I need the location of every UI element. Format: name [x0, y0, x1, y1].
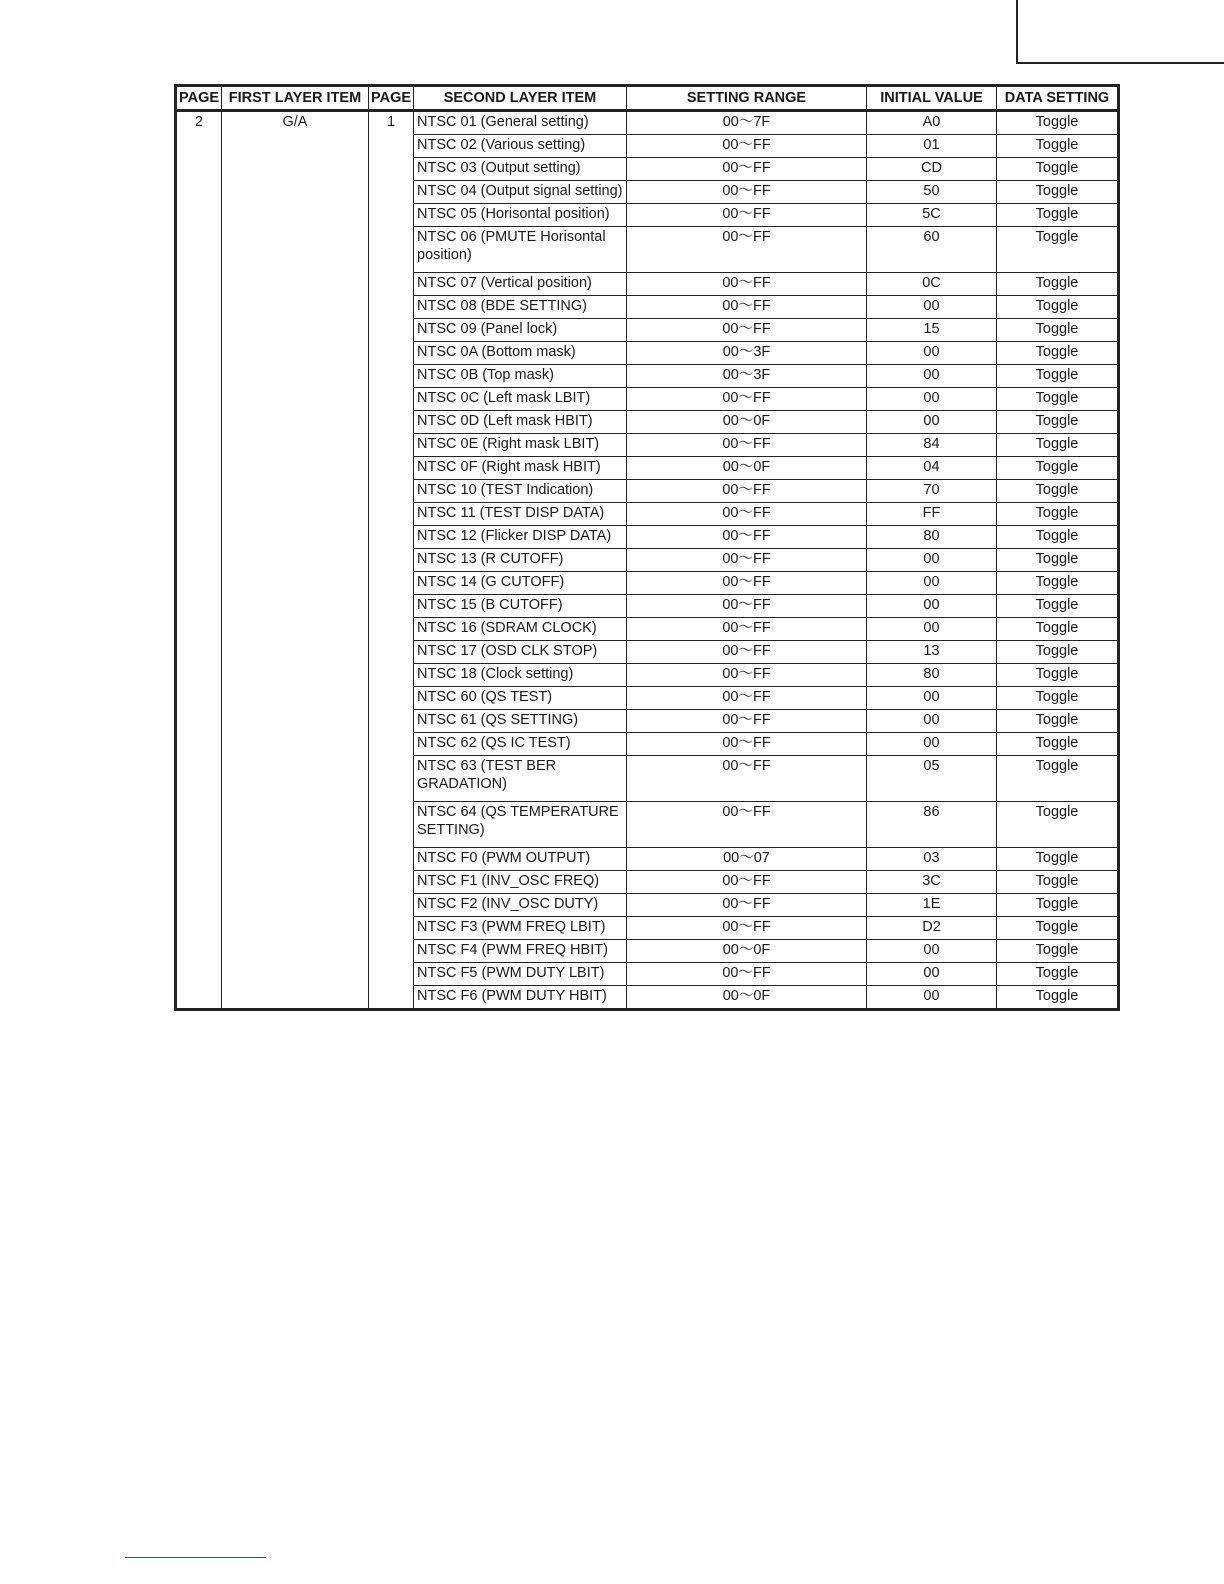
setting-range-cell: 00～FF: [627, 480, 867, 503]
second-layer-item-cell: NTSC 03 (Output setting): [414, 158, 627, 181]
second-layer-item-cell: NTSC F5 (PWM DUTY LBIT): [414, 963, 627, 986]
group-second-page-cell: 1: [369, 111, 414, 1010]
setting-range-cell: 00～3F: [627, 342, 867, 365]
setting-range-cell: 00～FF: [627, 181, 867, 204]
data-setting-cell: Toggle: [997, 871, 1119, 894]
data-setting-cell: Toggle: [997, 595, 1119, 618]
initial-value-cell: 00: [867, 986, 997, 1010]
initial-value-cell: 00: [867, 365, 997, 388]
data-setting-cell: Toggle: [997, 111, 1119, 135]
second-layer-item-cell: NTSC 62 (QS IC TEST): [414, 733, 627, 756]
setting-range-cell: 00～FF: [627, 526, 867, 549]
setting-range-cell: 00～07: [627, 848, 867, 871]
setting-range-cell: 00～FF: [627, 618, 867, 641]
data-setting-cell: Toggle: [997, 503, 1119, 526]
initial-value-cell: 04: [867, 457, 997, 480]
second-layer-item-cell: NTSC 16 (SDRAM CLOCK): [414, 618, 627, 641]
initial-value-cell: 00: [867, 572, 997, 595]
initial-value-cell: 70: [867, 480, 997, 503]
setting-range-cell: 00～0F: [627, 940, 867, 963]
header-initial-value: INITIAL VALUE: [867, 86, 997, 111]
data-setting-cell: Toggle: [997, 549, 1119, 572]
data-setting-cell: Toggle: [997, 802, 1119, 848]
setting-range-cell: 00～FF: [627, 158, 867, 181]
data-setting-cell: Toggle: [997, 963, 1119, 986]
setting-range-cell: 00～FF: [627, 733, 867, 756]
initial-value-cell: 01: [867, 135, 997, 158]
second-layer-item-cell: NTSC 17 (OSD CLK STOP): [414, 641, 627, 664]
second-layer-item-cell: NTSC 0F (Right mask HBIT): [414, 457, 627, 480]
setting-range-cell: 00～3F: [627, 365, 867, 388]
data-setting-cell: Toggle: [997, 227, 1119, 273]
data-setting-cell: Toggle: [997, 710, 1119, 733]
setting-range-cell: 00～FF: [627, 135, 867, 158]
initial-value-cell: 00: [867, 296, 997, 319]
second-layer-item-cell: NTSC F4 (PWM FREQ HBIT): [414, 940, 627, 963]
data-setting-cell: Toggle: [997, 526, 1119, 549]
second-layer-item-cell: NTSC 10 (TEST Indication): [414, 480, 627, 503]
header-second-layer-item: SECOND LAYER ITEM: [414, 86, 627, 111]
setting-range-cell: 00～FF: [627, 641, 867, 664]
setting-range-cell: 00～FF: [627, 963, 867, 986]
data-setting-cell: Toggle: [997, 158, 1119, 181]
setting-range-cell: 00～FF: [627, 296, 867, 319]
second-layer-item-cell: NTSC 14 (G CUTOFF): [414, 572, 627, 595]
data-setting-cell: Toggle: [997, 733, 1119, 756]
setting-range-cell: 00～FF: [627, 710, 867, 733]
second-layer-item-cell: NTSC 09 (Panel lock): [414, 319, 627, 342]
setting-range-cell: 00～FF: [627, 687, 867, 710]
data-setting-cell: Toggle: [997, 848, 1119, 871]
second-layer-item-cell: NTSC 0B (Top mask): [414, 365, 627, 388]
initial-value-cell: CD: [867, 158, 997, 181]
initial-value-cell: 84: [867, 434, 997, 457]
initial-value-cell: 00: [867, 549, 997, 572]
corner-frame-horizontal-rule: [1016, 62, 1224, 64]
group-page-cell: 2: [176, 111, 222, 1010]
initial-value-cell: 86: [867, 802, 997, 848]
data-setting-cell: Toggle: [997, 664, 1119, 687]
data-setting-cell: Toggle: [997, 756, 1119, 802]
second-layer-item-cell: NTSC 07 (Vertical position): [414, 273, 627, 296]
second-layer-item-cell: NTSC 12 (Flicker DISP DATA): [414, 526, 627, 549]
data-setting-cell: Toggle: [997, 618, 1119, 641]
data-setting-cell: Toggle: [997, 319, 1119, 342]
data-setting-cell: Toggle: [997, 296, 1119, 319]
second-layer-item-cell: NTSC F1 (INV_OSC FREQ): [414, 871, 627, 894]
second-layer-item-cell: NTSC 04 (Output signal setting): [414, 181, 627, 204]
second-layer-item-cell: NTSC 15 (B CUTOFF): [414, 595, 627, 618]
initial-value-cell: D2: [867, 917, 997, 940]
second-layer-item-cell: NTSC 11 (TEST DISP DATA): [414, 503, 627, 526]
second-layer-item-cell: NTSC 08 (BDE SETTING): [414, 296, 627, 319]
setting-range-cell: 00～FF: [627, 756, 867, 802]
initial-value-cell: 00: [867, 388, 997, 411]
setting-range-cell: 00～FF: [627, 595, 867, 618]
setting-range-cell: 00～FF: [627, 319, 867, 342]
initial-value-cell: 00: [867, 595, 997, 618]
second-layer-item-cell: NTSC 05 (Horisontal position): [414, 204, 627, 227]
initial-value-cell: 60: [867, 227, 997, 273]
setting-range-cell: 00～FF: [627, 434, 867, 457]
setting-range-cell: 00～FF: [627, 894, 867, 917]
second-layer-item-cell: NTSC 18 (Clock setting): [414, 664, 627, 687]
header-setting-range: SETTING RANGE: [627, 86, 867, 111]
initial-value-cell: 00: [867, 411, 997, 434]
setting-range-cell: 00～0F: [627, 986, 867, 1010]
initial-value-cell: A0: [867, 111, 997, 135]
initial-value-cell: 00: [867, 342, 997, 365]
second-layer-item-cell: NTSC 13 (R CUTOFF): [414, 549, 627, 572]
second-layer-item-cell: NTSC 61 (QS SETTING): [414, 710, 627, 733]
second-layer-item-cell: NTSC 0D (Left mask HBIT): [414, 411, 627, 434]
setting-range-cell: 00～FF: [627, 802, 867, 848]
initial-value-cell: 00: [867, 618, 997, 641]
second-layer-item-cell: NTSC F2 (INV_OSC DUTY): [414, 894, 627, 917]
data-setting-cell: Toggle: [997, 273, 1119, 296]
second-layer-item-cell: NTSC F6 (PWM DUTY HBIT): [414, 986, 627, 1010]
data-setting-cell: Toggle: [997, 641, 1119, 664]
data-setting-cell: Toggle: [997, 135, 1119, 158]
initial-value-cell: FF: [867, 503, 997, 526]
setting-range-cell: 00～FF: [627, 917, 867, 940]
initial-value-cell: 1E: [867, 894, 997, 917]
initial-value-cell: 00: [867, 710, 997, 733]
initial-value-cell: 03: [867, 848, 997, 871]
setting-range-cell: 00～FF: [627, 549, 867, 572]
table-row: [176, 111, 1119, 135]
data-setting-cell: Toggle: [997, 940, 1119, 963]
second-layer-item-cell: NTSC 63 (TEST BER GRADATION): [414, 756, 627, 802]
setting-range-cell: 00～0F: [627, 411, 867, 434]
second-layer-item-cell: NTSC 0E (Right mask LBIT): [414, 434, 627, 457]
setting-range-cell: 00～FF: [627, 204, 867, 227]
settings-table: [174, 84, 1120, 1011]
second-layer-item-cell: NTSC 0C (Left mask LBIT): [414, 388, 627, 411]
data-setting-cell: Toggle: [997, 388, 1119, 411]
data-setting-cell: Toggle: [997, 204, 1119, 227]
setting-range-cell: 00～FF: [627, 871, 867, 894]
data-setting-cell: Toggle: [997, 457, 1119, 480]
header-second-page: PAGE: [369, 86, 414, 111]
initial-value-cell: 05: [867, 756, 997, 802]
data-setting-cell: Toggle: [997, 434, 1119, 457]
data-setting-cell: Toggle: [997, 986, 1119, 1010]
data-setting-cell: Toggle: [997, 894, 1119, 917]
header-data-setting: DATA SETTING: [997, 86, 1119, 111]
data-setting-cell: Toggle: [997, 480, 1119, 503]
initial-value-cell: 0C: [867, 273, 997, 296]
setting-range-cell: 00～FF: [627, 503, 867, 526]
data-setting-cell: Toggle: [997, 687, 1119, 710]
initial-value-cell: 13: [867, 641, 997, 664]
footer-link-underline: [125, 1557, 266, 1558]
table-body: [176, 111, 1119, 1010]
data-setting-cell: Toggle: [997, 411, 1119, 434]
header-first-layer-item: FIRST LAYER ITEM: [222, 86, 369, 111]
setting-range-cell: 00～FF: [627, 273, 867, 296]
initial-value-cell: 5C: [867, 204, 997, 227]
data-setting-cell: Toggle: [997, 572, 1119, 595]
group-first-layer-item-cell: G/A: [222, 111, 369, 1010]
initial-value-cell: 00: [867, 687, 997, 710]
initial-value-cell: 00: [867, 963, 997, 986]
initial-value-cell: 50: [867, 181, 997, 204]
data-setting-cell: Toggle: [997, 181, 1119, 204]
second-layer-item-cell: NTSC 06 (PMUTE Horisontal position): [414, 227, 627, 273]
second-layer-item-cell: NTSC 02 (Various setting): [414, 135, 627, 158]
setting-range-cell: 00～FF: [627, 572, 867, 595]
initial-value-cell: 00: [867, 733, 997, 756]
initial-value-cell: 80: [867, 526, 997, 549]
setting-range-cell: 00～0F: [627, 457, 867, 480]
setting-range-cell: 00～FF: [627, 664, 867, 687]
header-row: [176, 86, 1119, 111]
second-layer-item-cell: NTSC F0 (PWM OUTPUT): [414, 848, 627, 871]
initial-value-cell: 15: [867, 319, 997, 342]
second-layer-item-cell: NTSC 01 (General setting): [414, 111, 627, 135]
data-setting-cell: Toggle: [997, 917, 1119, 940]
setting-range-cell: 00～FF: [627, 388, 867, 411]
initial-value-cell: 00: [867, 940, 997, 963]
second-layer-item-cell: NTSC 64 (QS TEMPERATURE SETTING): [414, 802, 627, 848]
corner-frame-vertical-rule: [1016, 0, 1018, 64]
second-layer-item-cell: NTSC F3 (PWM FREQ LBIT): [414, 917, 627, 940]
second-layer-item-cell: NTSC 0A (Bottom mask): [414, 342, 627, 365]
header-page: PAGE: [176, 86, 222, 111]
second-layer-item-cell: NTSC 60 (QS TEST): [414, 687, 627, 710]
data-setting-cell: Toggle: [997, 342, 1119, 365]
data-setting-cell: Toggle: [997, 365, 1119, 388]
initial-value-cell: 3C: [867, 871, 997, 894]
initial-value-cell: 80: [867, 664, 997, 687]
setting-range-cell: 00～FF: [627, 227, 867, 273]
setting-range-cell: 00～7F: [627, 111, 867, 135]
